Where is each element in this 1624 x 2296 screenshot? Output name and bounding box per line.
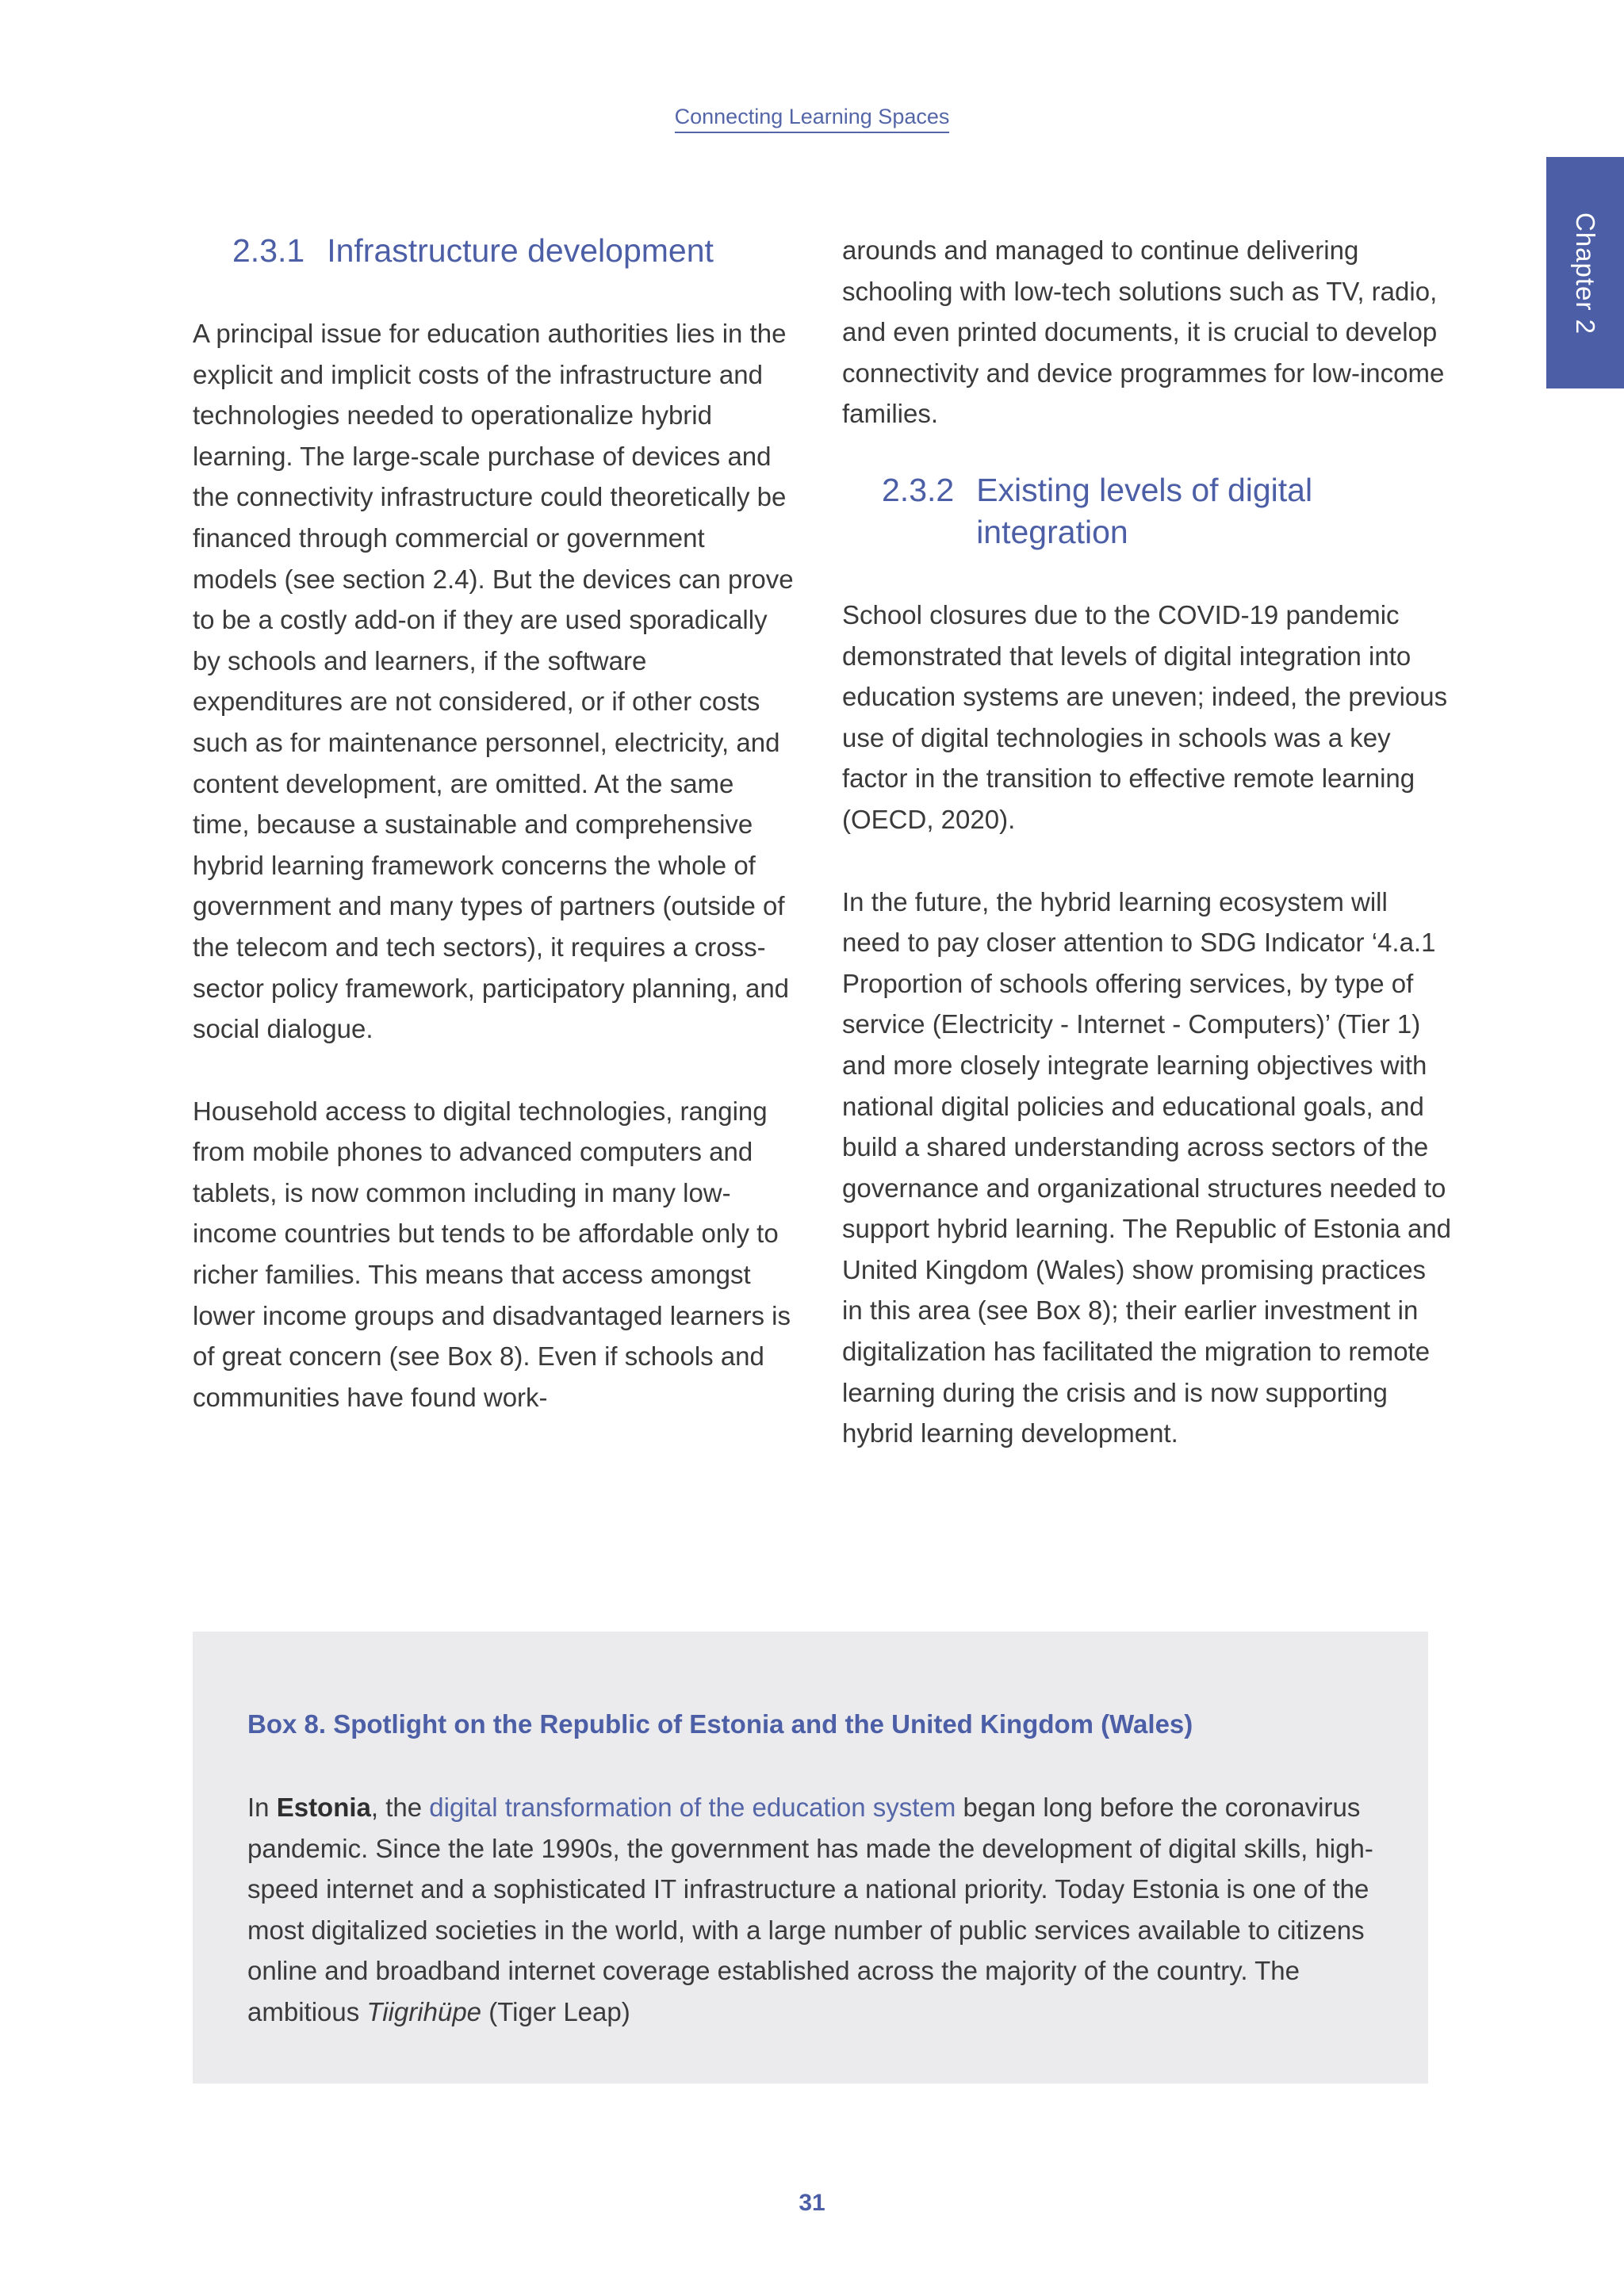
program-name: Tiigrihüpe: [366, 1996, 482, 2026]
chapter-tab: [1546, 157, 1624, 388]
section-title: Infrastructure development: [327, 232, 714, 269]
section-heading-2-3-1: [193, 230, 795, 272]
body-paragraph: School closures due to the COVID-19 pandemic demonstrated that levels of digital integration into education systems are uneven; indeed, the previous use of digital technologies in schools was a key factor in the transition to effective remote learning (OECD, 2020).: [842, 599, 1448, 834]
section-number: 2.3.2: [882, 471, 955, 508]
right-column: [842, 230, 1453, 1454]
country-name: Estonia: [276, 1793, 371, 1822]
body-paragraph: arounds and managed to continue delivering schooling with low-tech solutions such as TV, radio, and even printed documents, it is crucial to develop connectivity and device programmes for low-income families.: [842, 235, 1445, 429]
chapter-tab-label: Chapter 2: [1571, 212, 1600, 335]
box-body: [247, 1787, 1381, 2033]
running-header-title: Connecting Learning Spaces: [675, 105, 950, 133]
box-text: , the: [370, 1793, 430, 1822]
box-8-panel: [193, 1632, 1428, 2084]
left-column: [193, 230, 795, 1418]
body-paragraph: A principal issue for education authorities lies in the explicit and implicit costs of the infrastructure and technologies needed to operationalize hybrid learning. The large-scale purchase of devices and the connectivity infrastructure could theoretically be financed through commercial or government models (see section 2.4). But the devices can prove to be a costly add-on if they are used sporadically by schools and learners, if the software expenditures are not considered, or if other costs such as for maintenance personnel, electricity, and content development, are omitted. At the same time, because a sustainable and comprehensive hybrid learning framework concerns the whole of government and many types of partners (outside of the telecom and tech sectors), it requires a cross-sector policy framework, participatory planning, and social dialogue.: [193, 319, 794, 1044]
box-text: In: [247, 1793, 277, 1822]
box-text: (Tiger Leap): [481, 1996, 630, 2026]
section-title: Existing levels of digital integration: [976, 471, 1313, 550]
body-paragraph: In the future, the hybrid learning ecosystem will need to pay closer attention to SDG Indicator ‘4.a.1 Proportion of schools offering services, by type of service (Electricity - Internet - Computers)’ (Tier 1) and more closely integrate learning objectives with national digital policies and educational goals, and build a shared understanding across sectors of the governance and organizational structures needed to support hybrid learning. The Republic of Estonia and United Kingdom (Wales) show promising practices in this area (see Box 8); their earlier investment in digitalization has facilitated the migration to remote learning during the crisis and is now supporting hybrid learning development.: [842, 886, 1452, 1448]
education-transformation-link[interactable]: digital transformation of the education system: [429, 1793, 956, 1822]
running-header: [0, 105, 1624, 129]
box-text: began long before the coronavirus pandemic. Since the late 1990s, the government has made the development of digital skills, high-speed internet and a sophisticated IT infrastructure a national priority. Today Estonia is one of the most digitalized societies in the world, with a large number of public services available to citizens online and broadband internet coverage established across the majority of the country. The ambitious: [247, 1793, 1373, 2026]
section-number: 2.3.1: [232, 232, 305, 269]
page-number: 31: [799, 2190, 825, 2216]
box-title: Box 8. Spotlight on the Republic of Estonia and the United Kingdom (Wales): [247, 1709, 1193, 1739]
body-paragraph: Household access to digital technologies, ranging from mobile phones to advanced computers and tablets, is now common including in many low-income countries but tends to be affordable only to richer families. This means that access amongst lower income groups and disadvantaged learners is of great concern (see Box 8). Even if schools and communities have found work-: [193, 1096, 791, 1412]
section-heading-2-3-2: [842, 469, 1453, 553]
